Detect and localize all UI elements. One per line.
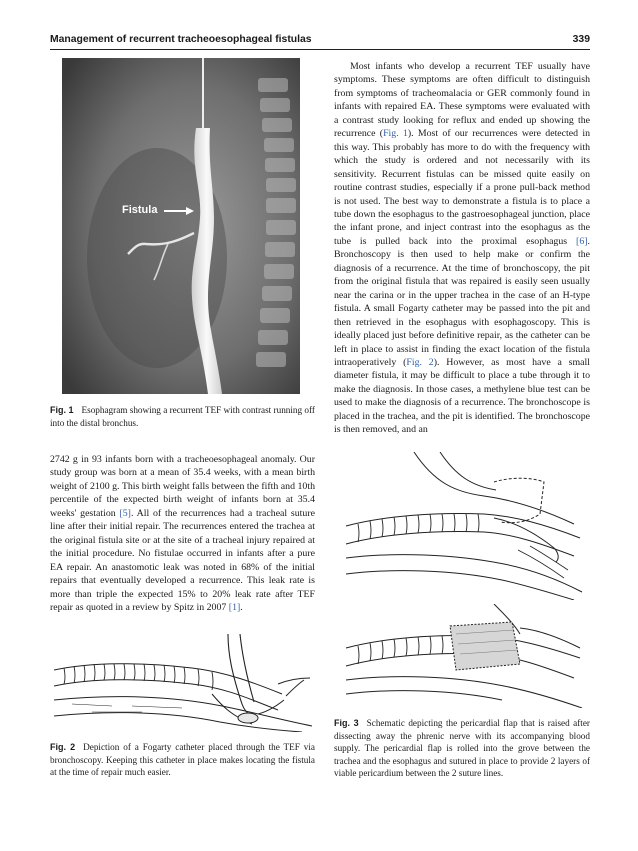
figure-2-caption-label: Fig. 2: [50, 742, 76, 752]
running-header: [50, 34, 590, 48]
xray-image: [62, 58, 300, 394]
pericardial-flap-drawing-top: [344, 452, 584, 600]
text-run: ). Most of our recurrences were detected in this way. This probably has more to do with the frequency with which the study is ordered and not necessarily with its sensitivity. Recurrent fistulas can be missed quite easily on routine contrast studies, especially if a prone pull-back method is not used. The best way to demonstrate a fistula is to place a tube down the esophagus to the gastroesophageal junction, place the infant prone, and inject contrast into the esophagus as the tube is pulled back into the proximal esophagus: [334, 128, 590, 247]
figure-1-link[interactable]: Fig. 1: [383, 128, 408, 140]
figure-3-caption-text: Schematic depicting the pericardial flap that is raised after dissecting away the phrenic nerve with its accompanying blood supply. The pericardial flap is rolled into the grove between the trachea and the esophagus and sutured in place to provide 2 layers of viable pericardium between the 2 suture lines.: [334, 718, 590, 779]
text-run: . All of the recurrences had a tracheal suture line after their initial repair. The recurrences entered the trachea at the original fistula site or at the site of a tracheal injury repaired at the initial procedure. No fistulae occurred in infants after a pure EA repair. An anastomotic leak was noted in 68% of the initial repairs that eventually developed a recurrence. This leak rate is more than triple the expected 15% to 20% leak rate after TEF repair as quoted in a review by Spitz in 2007: [50, 507, 315, 613]
fistula-label: Fistula: [122, 204, 158, 216]
page-number: 339: [572, 34, 590, 45]
left-paragraph: [50, 453, 315, 614]
figure-2-caption: [50, 741, 315, 779]
left-column-text: [50, 453, 315, 614]
citation-link-1[interactable]: [1]: [228, 601, 241, 613]
right-paragraph: [334, 60, 590, 437]
figure-3-caption-label: Fig. 3: [334, 718, 359, 728]
text-run: Most infants who develop a recurrent TEF usually have symptoms. These symptoms are often difficult to distinguish from symptoms of tracheomalacia or GER commonly found in infants with repaired EA. These symptoms were evaluated with a contrast study looking for reflux and ended up showing the recurrence (: [334, 61, 590, 140]
figure-1-caption-text: Esophagram showing a recurrent TEF with contrast running off into the distal bronchus.: [50, 405, 315, 428]
pericardial-flap-drawing-bottom: [344, 604, 584, 708]
text-run: ). However, as most have a small diameter fistula, it may be difficult to place a tube through it to make the diagnosis. In those cases, a methylene blue test can be used to make the diagnosis of a recurrence. The bronchoscope is placed in the trachea, and the pit is identified. The bronchoscope is then removed, and an: [334, 356, 590, 436]
figure-2-link[interactable]: Fig. 2: [406, 356, 434, 368]
text-run: 2742 g in 93 infants born with a tracheoesophageal anomaly. Our study group was born at a mean of 35.4 weeks, with a mean birth weight of 2100 g. This birth weight falls between the fifth and 10th percentile of the expected birth weight of infants born at 35.4 weeks' gestation: [50, 454, 315, 519]
figure-2-diagram: [52, 634, 314, 732]
figure-3-diagram-bottom: [344, 604, 584, 708]
figure-1-xray: [62, 58, 300, 394]
figure-3-caption: [334, 717, 590, 780]
header-rule: [50, 49, 590, 50]
figure-2-caption-text: Depiction of a Fogarty catheter placed through the TEF via bronchoscopy. Keeping this catheter in place makes locating the fistula at the time of repair much easier.: [50, 742, 315, 778]
text-run: . Bronchoscopy is then used to help make or confirm the diagnosis of a recurrence. At the time of bronchoscopy, the pit from the original fistula that was repaired is easily seen usually near the carina or in the upper trachea in the case of an H-type fistula. A small Fogarty catheter may be passed into the pit and then retrieved in the esophagus with esophagoscopy. This is ideally placed just before definitive repair, as the catheter can be left in place to assist in finding the exact location of the fistula intraoperatively (: [334, 235, 590, 368]
citation-link-5[interactable]: [5]: [119, 507, 131, 519]
fistula-arrow-icon: [164, 206, 194, 216]
figure-3-diagram-top: [344, 452, 584, 600]
running-title: Management of recurrent tracheoesophageal fistulas: [50, 34, 312, 45]
figure-1-caption-label: Fig. 1: [50, 405, 74, 415]
text-run: .: [240, 601, 243, 613]
fogarty-catheter-drawing: [52, 634, 314, 732]
right-column-text: [334, 60, 590, 437]
citation-link-6[interactable]: [6]: [576, 235, 588, 247]
figure-1-caption: [50, 404, 315, 429]
